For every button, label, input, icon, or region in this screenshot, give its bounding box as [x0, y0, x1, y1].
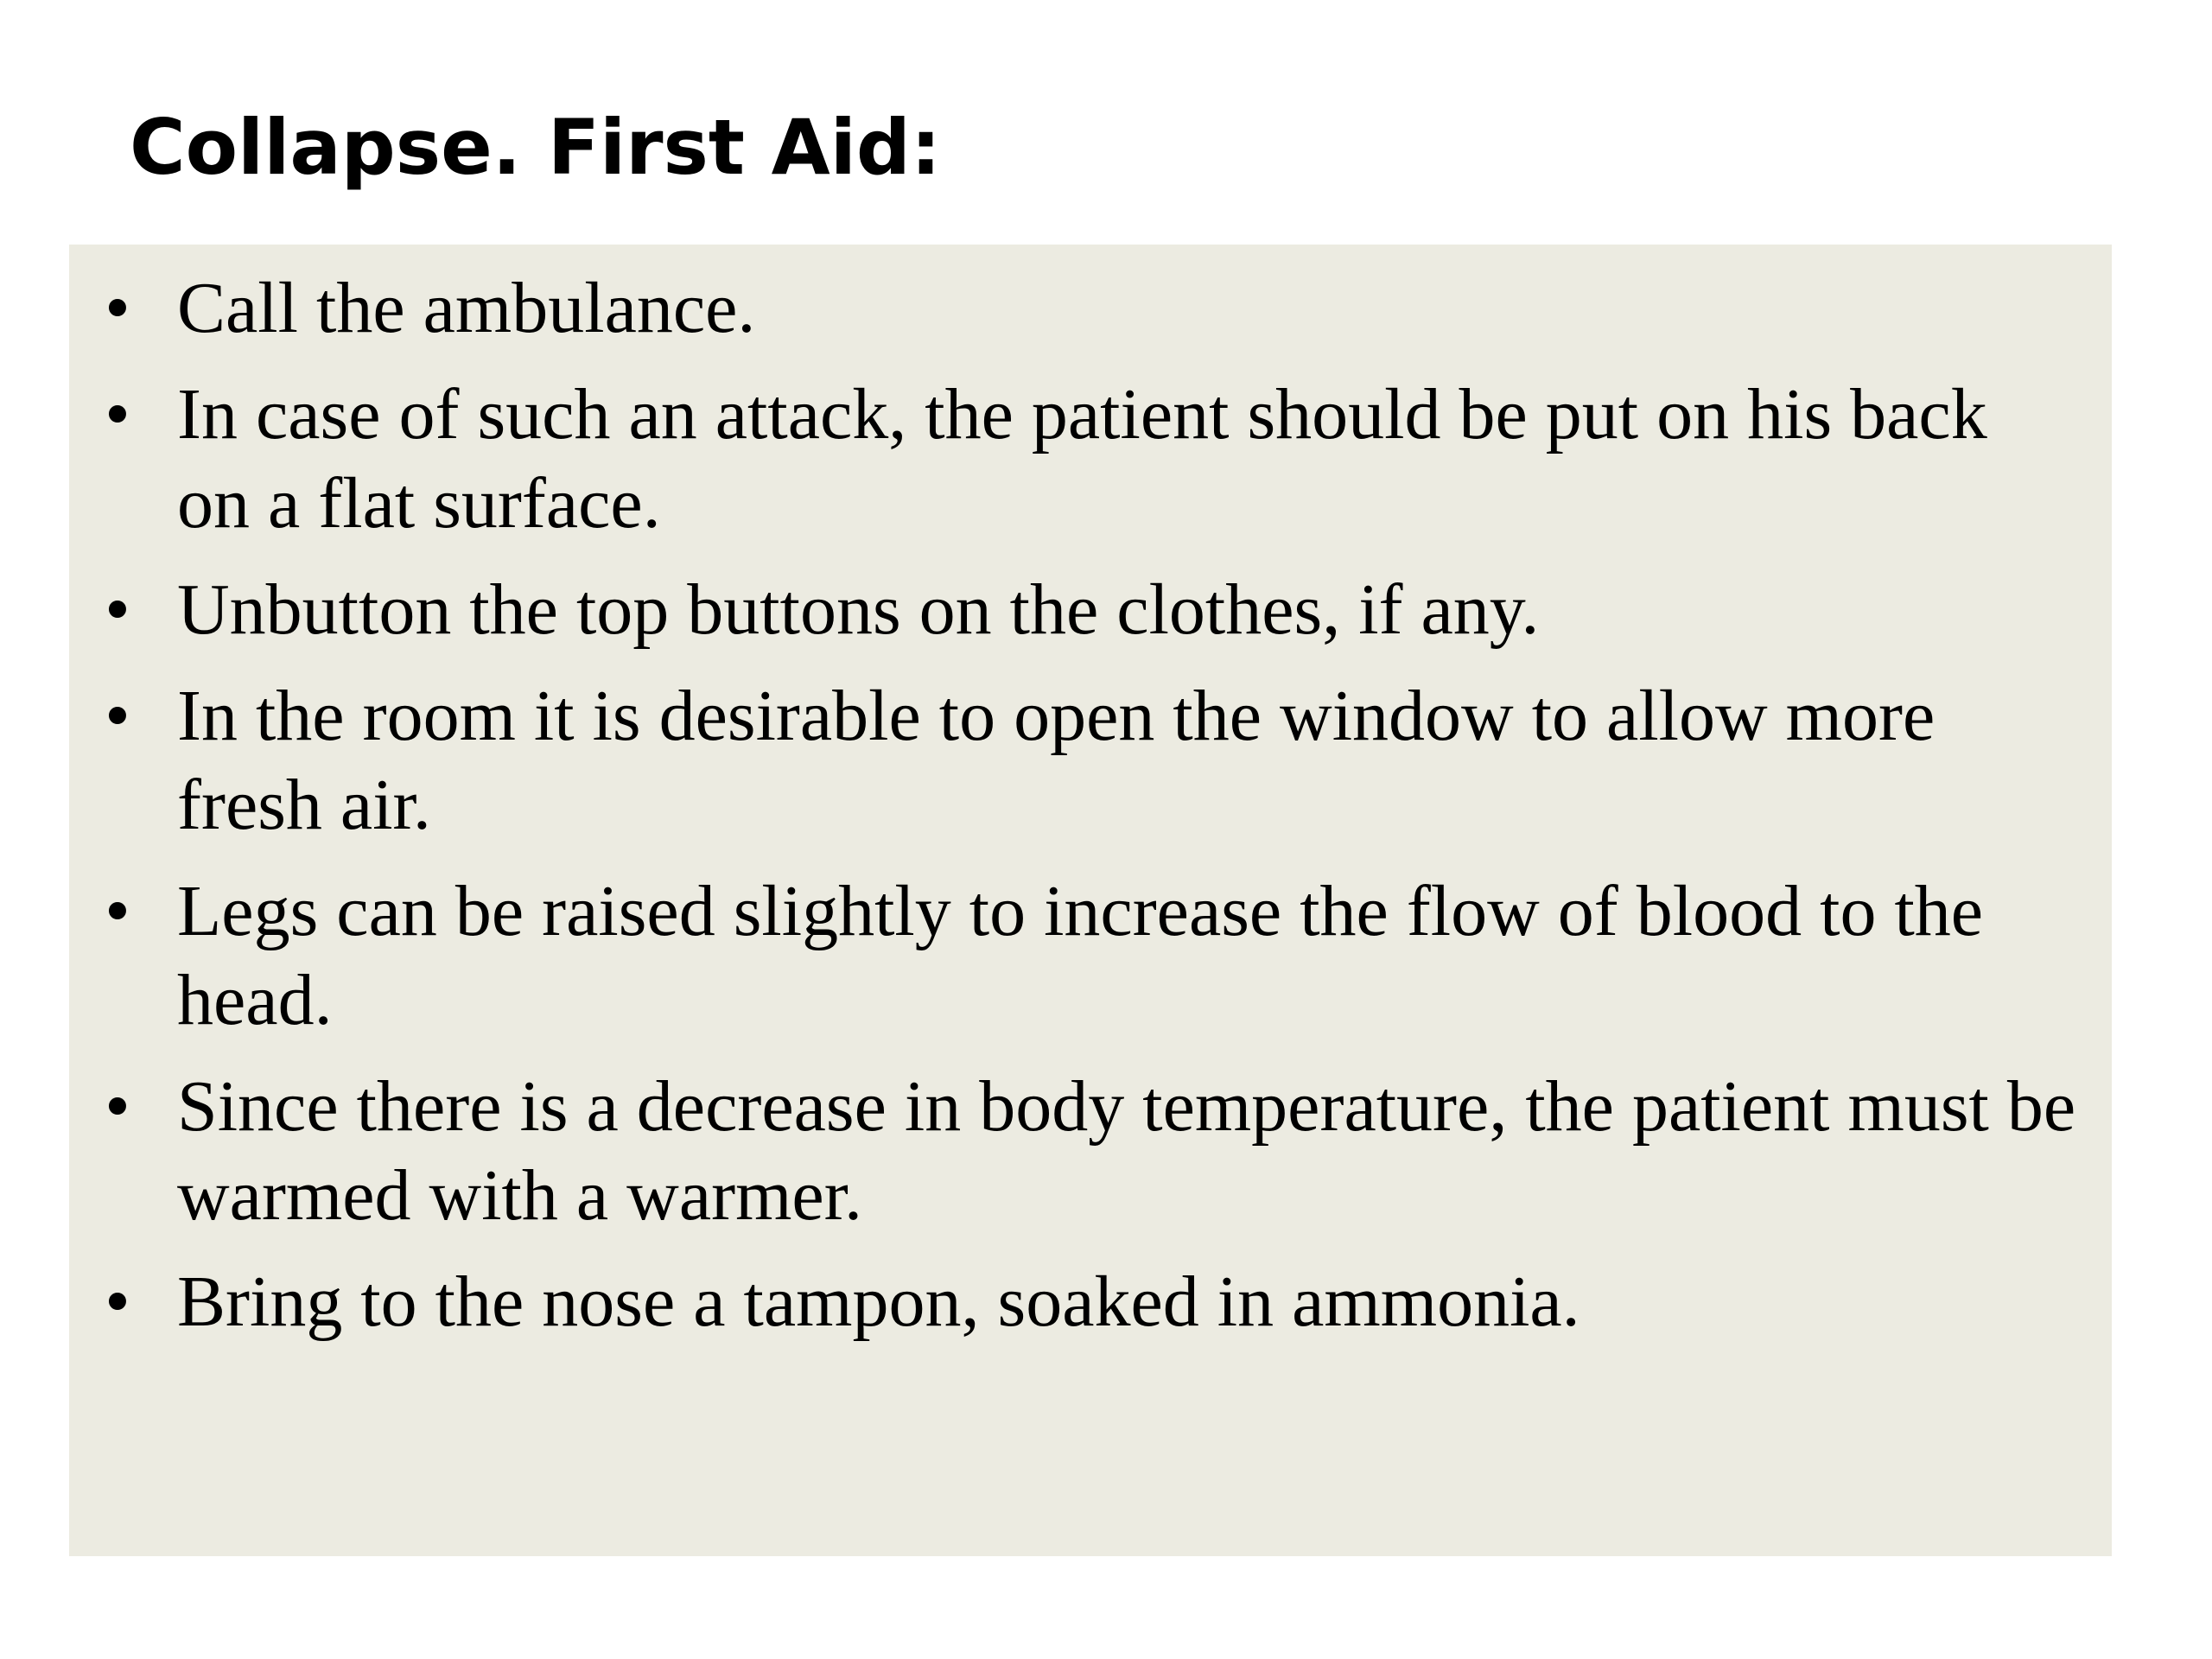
content-box	[69, 245, 2112, 1556]
bullet-item	[69, 370, 2112, 548]
bullet-list	[69, 264, 2112, 1363]
bullet-text: Since there is a decrease in body temperature, the patient must be warmed with a warmer.	[177, 1066, 2076, 1236]
bullet-icon: •	[105, 374, 130, 454]
bullet-icon: •	[105, 268, 130, 348]
bullet-item	[69, 264, 2112, 353]
bullet-item	[69, 867, 2112, 1045]
bullet-item	[69, 1062, 2112, 1240]
bullet-item	[69, 565, 2112, 654]
bullet-text: In the room it is desirable to open the window to allow more fresh air.	[177, 676, 1936, 845]
bullet-icon: •	[105, 1262, 130, 1342]
bullet-icon: •	[105, 871, 130, 951]
bullet-text: Call the ambulance.	[177, 268, 756, 348]
bullet-icon: •	[105, 569, 130, 650]
bullet-item	[69, 1257, 2112, 1346]
bullet-icon: •	[105, 1066, 130, 1147]
bullet-text: Legs can be raised slightly to increase the flow of blood to the head.	[177, 871, 1984, 1040]
bullet-text: Unbutton the top buttons on the clothes, if any.	[177, 569, 1540, 650]
bullet-icon: •	[105, 676, 130, 756]
bullet-item	[69, 671, 2112, 849]
slide-title: Collapse. First Aid:	[130, 103, 942, 192]
bullet-text: Bring to the nose a tampon, soaked in ammonia.	[177, 1262, 1580, 1342]
bullet-text: In case of such an attack, the patient should be put on his back on a flat surface.	[177, 374, 1987, 543]
